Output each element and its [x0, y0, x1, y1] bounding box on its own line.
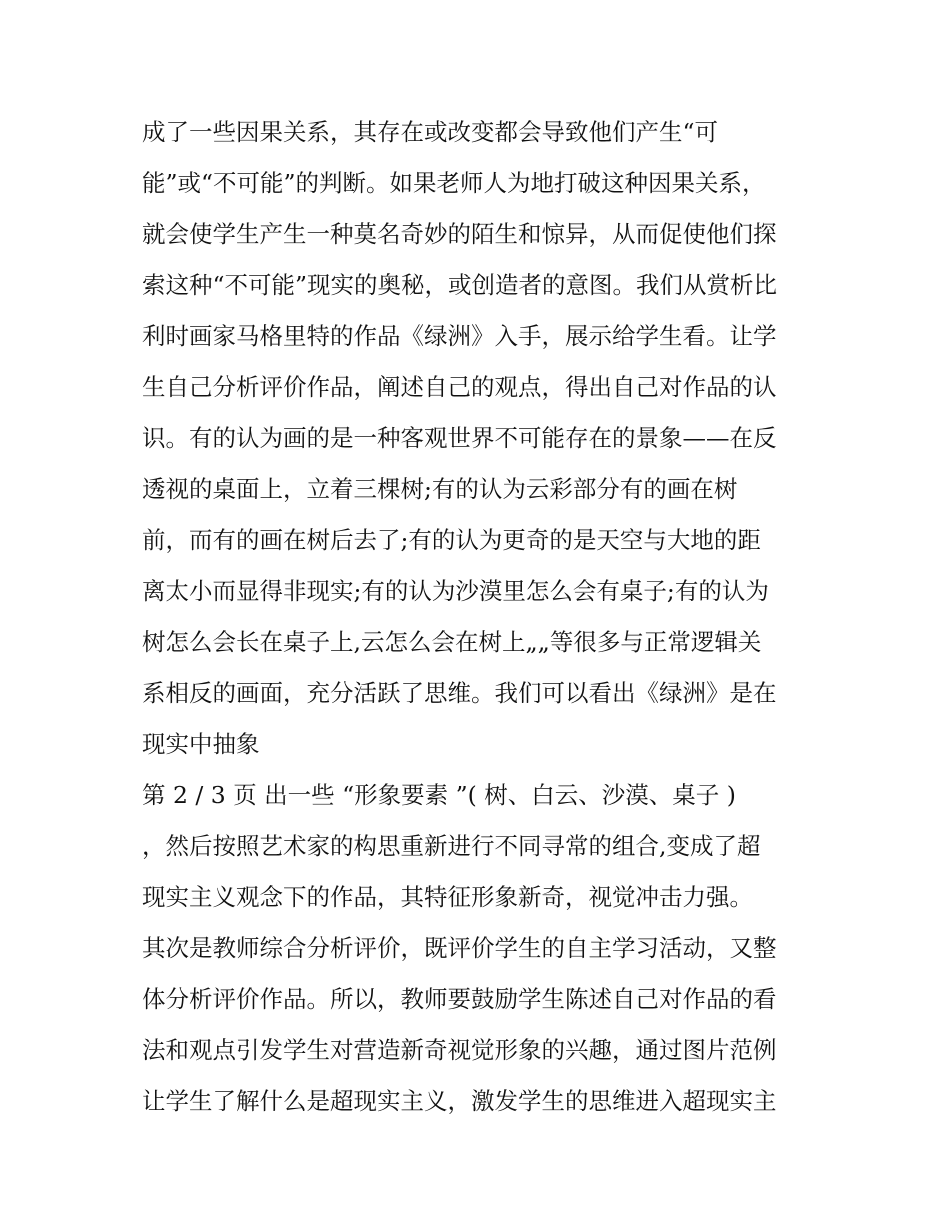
text-line-4: 索这种“不可能”现实的奥秘，或创造者的意图。我们从赏析比: [142, 271, 778, 299]
text-line-17: 其次是教师综合分析评价，既评价学生的自主学习活动，又整: [142, 934, 777, 962]
text-line-15: ，然后按照艺术家的构思重新进行不同寻常的组合,变成了超: [142, 832, 761, 860]
text-line-7: 识。有的认为画的是一种客观世界不可能存在的景象——在反: [142, 424, 777, 452]
text-line-19: 法和观点引发学生对营造新奇视觉形象的兴趣，通过图片范例: [142, 1036, 777, 1064]
text-line-12: 系相反的画面，充分活跃了思维。我们可以看出《绿洲》是在: [142, 679, 777, 707]
text-line-16: 现实主义观念下的作品，其特征形象新奇，视觉冲击力强。: [142, 883, 753, 911]
text-line-13: 现实中抽象: [142, 730, 260, 758]
text-line-3: 就会使学生产生一种莫名奇妙的陌生和惊异，从而促使他们探: [142, 220, 777, 248]
text-line-6: 生自己分析评价作品，阐述自己的观点，得出自己对作品的认: [142, 373, 777, 401]
text-line-1: 成了一些因果关系，其存在或改变都会导致他们产生“可: [142, 118, 719, 146]
text-line-5: 利时画家马格里特的作品《绿洲》入手，展示给学生看。让学: [142, 322, 777, 350]
text-line-9: 前，而有的画在树后去了;有的认为更奇的是天空与大地的距: [142, 526, 761, 554]
text-line-8: 透视的桌面上，立着三棵树;有的认为云彩部分有的画在树: [142, 475, 738, 503]
text-line-11: 树怎么会长在桌子上,云怎么会在树上„„等很多与正常逻辑关: [142, 628, 762, 656]
text-line-18: 体分析评价作品。所以，教师要鼓励学生陈述自己对作品的看: [142, 985, 777, 1013]
body-text: [142, 112, 822, 1132]
text-line-20: 让学生了解什么是超现实主义，激发学生的思维进入超现实主: [142, 1087, 777, 1115]
text-line-2: 能”或“不可能”的判断。如果老师人为地打破这种因果关系，: [142, 169, 766, 197]
page-number-line: 第 2 / 3 页 出一些 “形象要素 ”( 树、白云、沙漠、桌子 ): [142, 781, 736, 809]
text-line-10: 离太小而显得非现实;有的认为沙漠里怎么会有桌子;有的认为: [142, 577, 769, 605]
